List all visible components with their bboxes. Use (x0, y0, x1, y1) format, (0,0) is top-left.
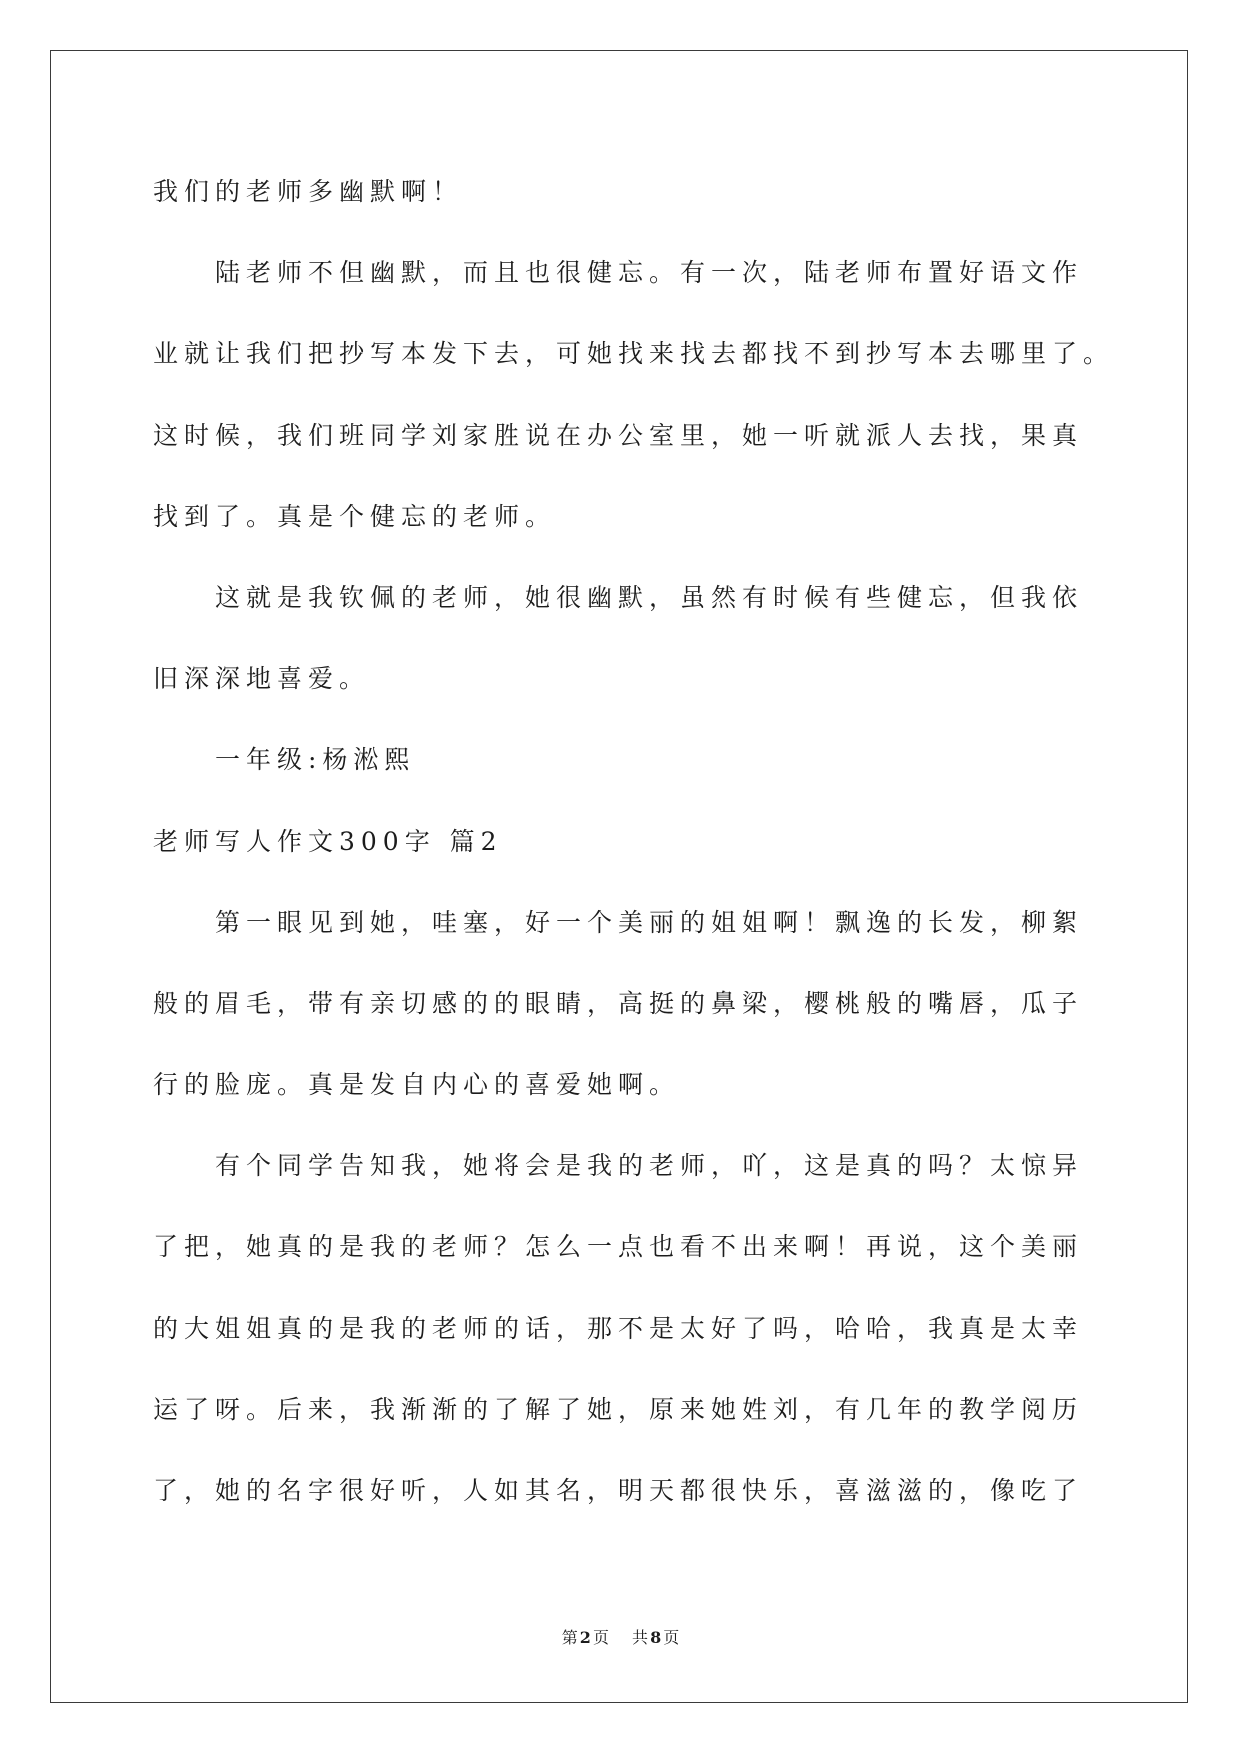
text-line: 业就让我们把抄写本发下去，可她找来找去都找不到抄写本去哪里了。 (153, 339, 1115, 369)
paragraph-first-line: 有个同学告知我，她将会是我的老师，吖，这是真的吗？太惊异 (215, 1151, 1084, 1181)
document-body (153, 151, 1173, 1531)
text-line: 行的脸庞。真是发自内心的喜爱她啊。 (153, 1070, 681, 1100)
total-pages: 8 (650, 1628, 662, 1647)
page-footer (0, 1626, 1241, 1650)
paragraph-first-line: 这就是我钦佩的老师，她很幽默，虽然有时候有些健忘，但我依 (215, 582, 1084, 612)
author-signature: 一年级:杨淞熙 (215, 745, 416, 775)
total-pages-indicator (632, 1628, 679, 1647)
page-number: 2 (579, 1628, 591, 1647)
section-title: 老师写人作文300字 篇2 (153, 826, 503, 856)
page-prefix: 第 (561, 1628, 578, 1647)
total-prefix: 共 (632, 1628, 649, 1647)
text-line: 般的眉毛，带有亲切感的的眼睛，高挺的鼻梁，樱桃般的嘴唇，瓜子 (153, 988, 1084, 1018)
text-line: 了，她的名字很好听，人如其名，明天都很快乐，喜滋滋的，像吃了 (153, 1476, 1084, 1505)
text-line: 这时候，我们班同学刘家胜说在办公室里，她一听就派人去找，果真 (153, 420, 1084, 450)
text-line: 找到了。真是个健忘的老师。 (153, 501, 557, 531)
total-suffix: 页 (663, 1628, 680, 1647)
text-line: 运了呀。后来，我渐渐的了解了她，原来她姓刘，有几年的教学阅历 (153, 1394, 1084, 1424)
text-line: 我们的老师多幽默啊！ (153, 177, 464, 206)
page-suffix: 页 (592, 1628, 609, 1647)
text-line: 了把，她真的是我的老师？怎么一点也看不出来啊！再说，这个美丽 (153, 1232, 1084, 1262)
page-indicator (562, 1628, 614, 1647)
text-line: 旧深深地喜爱。 (153, 664, 371, 694)
paragraph-first-line: 第一眼见到她，哇塞，好一个美丽的姐姐啊！飘逸的长发，柳絮 (215, 907, 1084, 937)
paragraph-first-line: 陆老师不但幽默，而且也很健忘。有一次，陆老师布置好语文作 (215, 258, 1084, 288)
text-line: 的大姐姐真的是我的老师的话，那不是太好了吗，哈哈，我真是太幸 (153, 1313, 1084, 1343)
